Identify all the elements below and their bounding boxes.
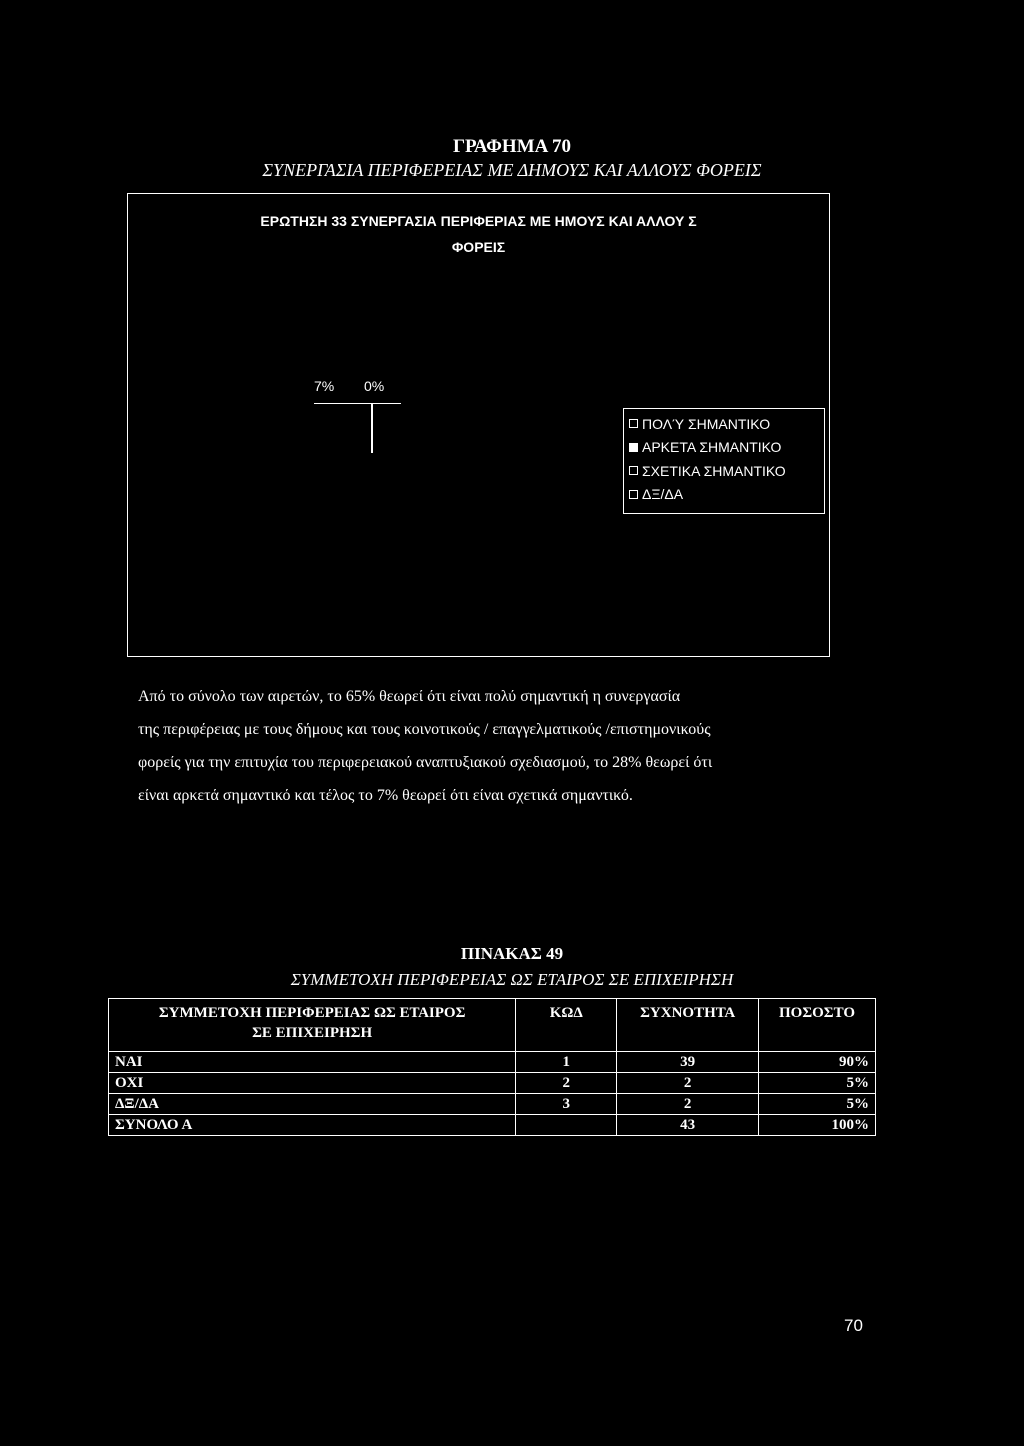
- legend-item: [629, 412, 824, 436]
- graph-title: ΓΡΑΦΗΜΑ 70: [452, 136, 572, 157]
- cell-percentage: 90%: [759, 1052, 876, 1073]
- header-participation-line1: ΣΥΜΜΕΤΟΧΗ ΠΕΡΙΦΕΡΕΙΑΣ ΩΣ ΕΤΑΙΡΟΣ: [158, 1005, 466, 1021]
- legend-label: ΣΧΕΤΙΚΑ ΣΗΜΑΝΤΙΚΟ: [642, 462, 786, 479]
- table-title: ΠΙΝΑΚΑΣ 49: [460, 944, 564, 963]
- table-subtitle: ΣΥΜΜΕΤΟΧΗ ΠΕΡΙΦΕΡΕΙΑΣ ΩΣ ΕΤΑΙΡΟΣ ΣΕ ΕΠΙΧΕΙΡΗΣΗ: [290, 970, 734, 989]
- summary-paragraph: [138, 680, 874, 812]
- pie-leader-line-vertical: [371, 403, 373, 453]
- cell-label: ΣΥΝΟΛΟ Α: [109, 1115, 516, 1136]
- cell-code: 2: [516, 1073, 617, 1094]
- chart-title-line2: ΦΟΡΕΙΣ: [451, 239, 506, 255]
- header-percentage: ΠΟΣΟΣΤΟ: [759, 999, 876, 1052]
- paragraph-line: της περιφέρειας με τους δήμους και τους κοινοτικούς / επαγγελματικούς /επιστημονικούς: [138, 721, 711, 738]
- cell-percentage: 100%: [759, 1115, 876, 1136]
- legend-item: [629, 436, 824, 460]
- table-row: [109, 1094, 876, 1115]
- page-number: 70: [844, 1316, 863, 1335]
- header-participation-line2: ΣΕ ΕΠΙΧΕΙΡΗΣΗ: [252, 1025, 373, 1041]
- table-row: [109, 1052, 876, 1073]
- legend-swatch-open-icon: [629, 419, 638, 428]
- pie-leader-line-horizontal: [314, 403, 401, 404]
- header-code: ΚΩΔ: [516, 999, 617, 1052]
- cell-label: ΝΑΙ: [109, 1052, 516, 1073]
- paragraph-line: Από το σύνολο των αιρετών, το 65% θεωρεί ότι είναι πολύ σημαντική η συνεργασία: [138, 688, 681, 705]
- chart-title-line1: ΕΡΩΤΗΣΗ 33 ΣΥΝΕΡΓΑΣΙΑ ΠΕΡΙΦΕΡΙΑΣ ΜΕ ΗΜΟΥΣ ΚΑΙ ΑΛΛΟΥ Σ: [260, 213, 697, 229]
- header-frequency: ΣΥΧΝΟΤΗΤΑ: [617, 999, 759, 1052]
- paragraph-line: είναι αρκετά σημαντικό και τέλος το 7% θεωρεί ότι είναι σχετικά σημαντικό.: [138, 787, 633, 804]
- pie-data-label-7: 7%: [314, 378, 335, 394]
- legend-swatch-filled-icon: [629, 443, 638, 452]
- chart-frame: [127, 193, 830, 657]
- legend-item: [629, 483, 824, 507]
- legend-label: ΔΞ/ΔΑ: [642, 486, 684, 503]
- legend-swatch-open-icon: [629, 466, 638, 475]
- cell-percentage: 5%: [759, 1094, 876, 1115]
- paragraph-line: φορείς για την επιτυχία του περιφερειακού αναπτυξιακού σχεδιασμού, το 28% θεωρεί ότι: [138, 754, 713, 771]
- cell-code: [516, 1115, 617, 1136]
- cell-label: ΟΧΙ: [109, 1073, 516, 1094]
- legend-label: ΑΡΚΕΤΑ ΣΗΜΑΝΤΙΚΟ: [642, 439, 782, 456]
- cell-code: 1: [516, 1052, 617, 1073]
- cell-frequency: 2: [617, 1094, 759, 1115]
- cell-code: 3: [516, 1094, 617, 1115]
- cell-frequency: 2: [617, 1073, 759, 1094]
- cell-percentage: 5%: [759, 1073, 876, 1094]
- data-table: [108, 998, 876, 1136]
- cell-frequency: 39: [617, 1052, 759, 1073]
- graph-subtitle: ΣΥΝΕΡΓΑΣΙΑ ΠΕΡΙΦΕΡΕΙΑΣ ΜΕ ΔΗΜΟΥΣ ΚΑΙ ΑΛΛΟΥΣ ΦΟΡΕΙΣ: [262, 160, 762, 180]
- cell-frequency: 43: [617, 1115, 759, 1136]
- table-row: [109, 1073, 876, 1094]
- legend-swatch-open-icon: [629, 490, 638, 499]
- table-row-total: [109, 1115, 876, 1136]
- cell-label: ΔΞ/ΔΑ: [109, 1094, 516, 1115]
- table-header-row: [109, 999, 876, 1052]
- header-participation: [109, 999, 516, 1052]
- legend-label: ΠΟΛΎ ΣΗΜΑΝΤΙΚΟ: [642, 415, 771, 432]
- pie-data-label-0: 0%: [364, 378, 385, 394]
- chart-legend: [623, 408, 825, 514]
- legend-item: [629, 459, 824, 483]
